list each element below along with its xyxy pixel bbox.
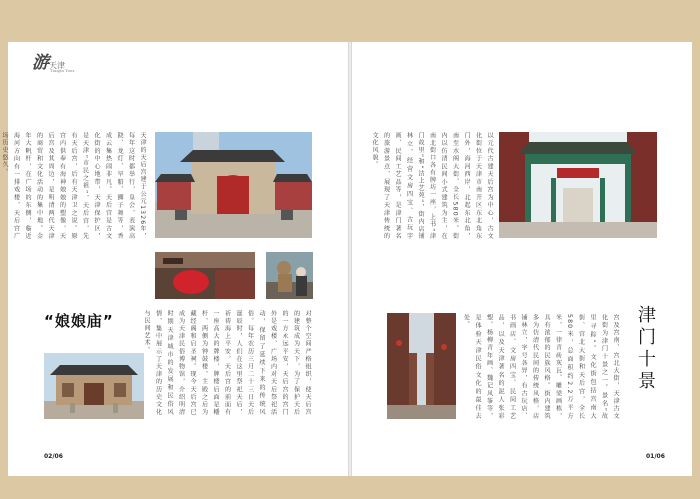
- left-page-title: “娘娘庙”: [44, 312, 114, 330]
- left-text-top: 天津的天后宫建于公元1326年，每年这时都举行，皇会，表演高跷、龙灯、旱船、狮子舞等，香成云集热闹非凡。天后宫是古文化街的中心地带，天津保护区，是天津“市民之祖”，天后宫，先有天后宫，后有天津卫之说。原宫内供奉有海神娘娘的塑像，天后宫及其周边，是明清两代天津的商贸和文化活动的集中地。金年大帆杆，在广场的东侧，临近海河方向有一排戏楼，天后宫广场历史悠久。: [1, 132, 146, 240]
- logo-sub: 天津: [49, 61, 65, 70]
- logo: [32, 48, 75, 73]
- temple-hall-photo: [44, 353, 144, 419]
- street-arch-photo: [499, 132, 657, 238]
- lantern-photo: [155, 252, 255, 299]
- left-text-bottom: 对整个空间严格组织，使天后宫的建筑成为天下，为了保护天后的一方永远平安，天后宫的宫门外是戏楼，广场内对天后祭祀活动，保留了延续下来的传统风俗。每年农历三月二十三日天后诞辰时，人们在这里祭祀天后，祈祷海上平安。天后宫的前面有一座高大的牌楼，牌楼后面是幡杆，两侧为钟鼓楼，主殿之后为藏经阁和启圣祠。现今天后宫已成为天津民俗博物馆，介绍明清时期天津城市的发展和民俗风情，集中展示了天津的历史文化与民间艺术。: [143, 310, 311, 416]
- right-page-number: 01/06: [646, 453, 665, 460]
- statue-photo: [266, 252, 313, 299]
- right-text-top: 以元代古建天后宫为中心，古文化街位于天津市南开区东北角东门外，海河西岸，北起东北角，南至水阁大街，全长580米。街内以仿清民间小式建筑为主，在南北街口各有牌坊一座，上书“津门故里”和“沽上艺苑”，街内店铺林立，经营文房四宝、古玩字画、民间工艺品等，是津门著名的旅游景点，展现了天津传统的文化风貌。: [371, 132, 493, 240]
- right-text-bottom: 宫及宫南、宫北大街，天津古文化街为津门十景之一。景名“故里寻踪”。文化街包括宫南大街、宫北大街和天后宫，全长580米，总面积约2.2万平方米，一律青砖灰瓦、雕梁画栋，具有浓郁的民族风格。街内建筑多为仿清代民间的传统风格，店铺林立，字号各异，有古玩店、书画店、文房四宝、民间工艺品，以及天津著名的泥人张彩塑、杨柳青年画、魏记风筝等，是体验天津民俗文化的最佳去处。: [462, 314, 619, 420]
- top-band: [0, 0, 700, 42]
- logo-char: 游: [32, 53, 49, 73]
- right-page-title: 津门十景: [635, 305, 656, 393]
- bottom-band: [0, 476, 700, 499]
- narrow-street-photo: [387, 313, 456, 419]
- page-gutter: [348, 42, 352, 476]
- temple-gate-photo: [155, 132, 312, 238]
- logo-tagline: Tianjin Tour: [50, 68, 75, 73]
- left-page-number: 02/06: [44, 453, 63, 460]
